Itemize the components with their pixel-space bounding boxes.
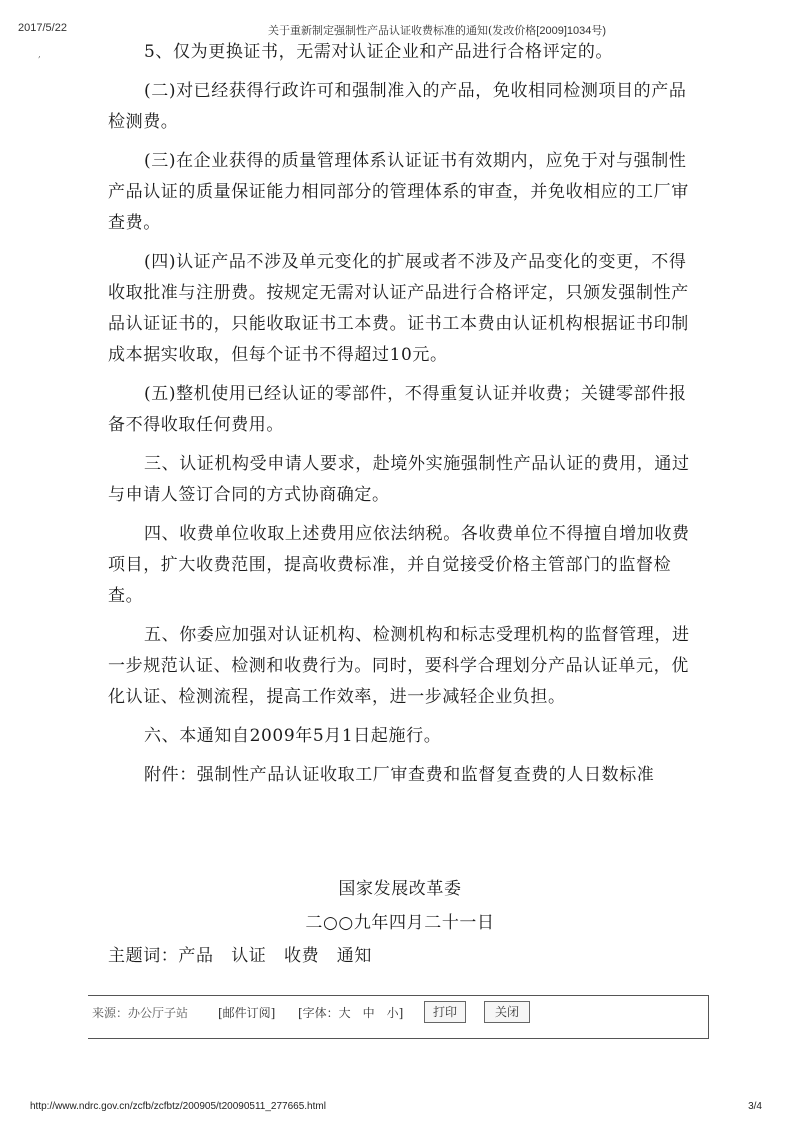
source-label: 来源：办公厅子站 [92, 1006, 189, 1020]
attachment-line: 附件：强制性产品认证收取工厂审查费和监督复查费的人日数标准 [144, 765, 655, 785]
font-size-selector[interactable]: [字体：大 中 小] [298, 1006, 404, 1020]
scan-mark: , [38, 50, 41, 60]
page-url: http://www.ndrc.gov.cn/zcfb/zcfbtz/200905/t20090511_277665.html [30, 1101, 326, 1112]
body-paragraph: 六、本通知自2009年5月1日起施行。 [144, 726, 442, 746]
print-date: 2017/5/22 [18, 22, 67, 34]
body-paragraph: (五)整机使用已经认证的零部件，不得重复认证并收费；关键零部件报备不得收取任何费用。 [108, 384, 687, 435]
page-header-title [268, 22, 606, 38]
print-button[interactable]: 打印 [424, 1001, 466, 1023]
signing-organization: 国家发展改革委 [338, 879, 462, 899]
header-title-text: 关于重新制定强制性产品认证收费标准的通知(发改价格 [268, 24, 537, 37]
subject-keywords: 主题词：产品 认证 收费 通知 [108, 946, 372, 966]
page-number: 3/4 [748, 1101, 762, 1112]
body-paragraph: 5、仅为更换证书，无需对认证企业和产品进行合格评定的。 [144, 42, 614, 62]
header-title-code: [2009]1034号) [536, 25, 607, 37]
body-paragraph: 五、你委应加强对认证机构、检测机构和标志受理机构的监督管理，进一步规范认证、检测和收费行为。同时，要科学合理划分产品认证单元，优化认证、检测流程，提高工作效率，进一步减轻企业负担。 [108, 625, 690, 707]
body-paragraph: (三)在企业获得的质量管理体系认证证书有效期内，应免于对与强制性产品认证的质量保证能力相同部分的管理体系的审查，并免收相应的工厂审查费。 [108, 151, 689, 233]
body-paragraph: (二)对已经获得行政许可和强制准入的产品，免收相同检测项目的产品检测费。 [108, 81, 687, 132]
body-paragraph: 四、收费单位收取上述费用应依法纳税。各收费单位不得擅自增加收费项目，扩大收费范围，提高收费标准，并自觉接受价格主管部门的监督检查。 [108, 524, 690, 606]
signing-date: 二○○九年四月二十一日 [305, 913, 495, 933]
body-paragraph: (四)认证产品不涉及单元变化的扩展或者不涉及产品变化的变更，不得收取批准与注册费。按规定无需对认证产品进行合格评定，只颁发强制性产品认证证书的，只能收取证书工本费。证书工本费由认证机构根据证书印制成本据实收取，但每个证书不得超过10元。 [108, 252, 689, 365]
email-subscribe-link[interactable]: [邮件订阅] [218, 1006, 276, 1020]
notice-body [108, 37, 696, 799]
body-paragraph: 三、认证机构受申请人要求，赴境外实施强制性产品认证的费用，通过与申请人签订合同的方式协商确定。 [108, 454, 690, 505]
close-button[interactable]: 关闭 [484, 1001, 530, 1023]
